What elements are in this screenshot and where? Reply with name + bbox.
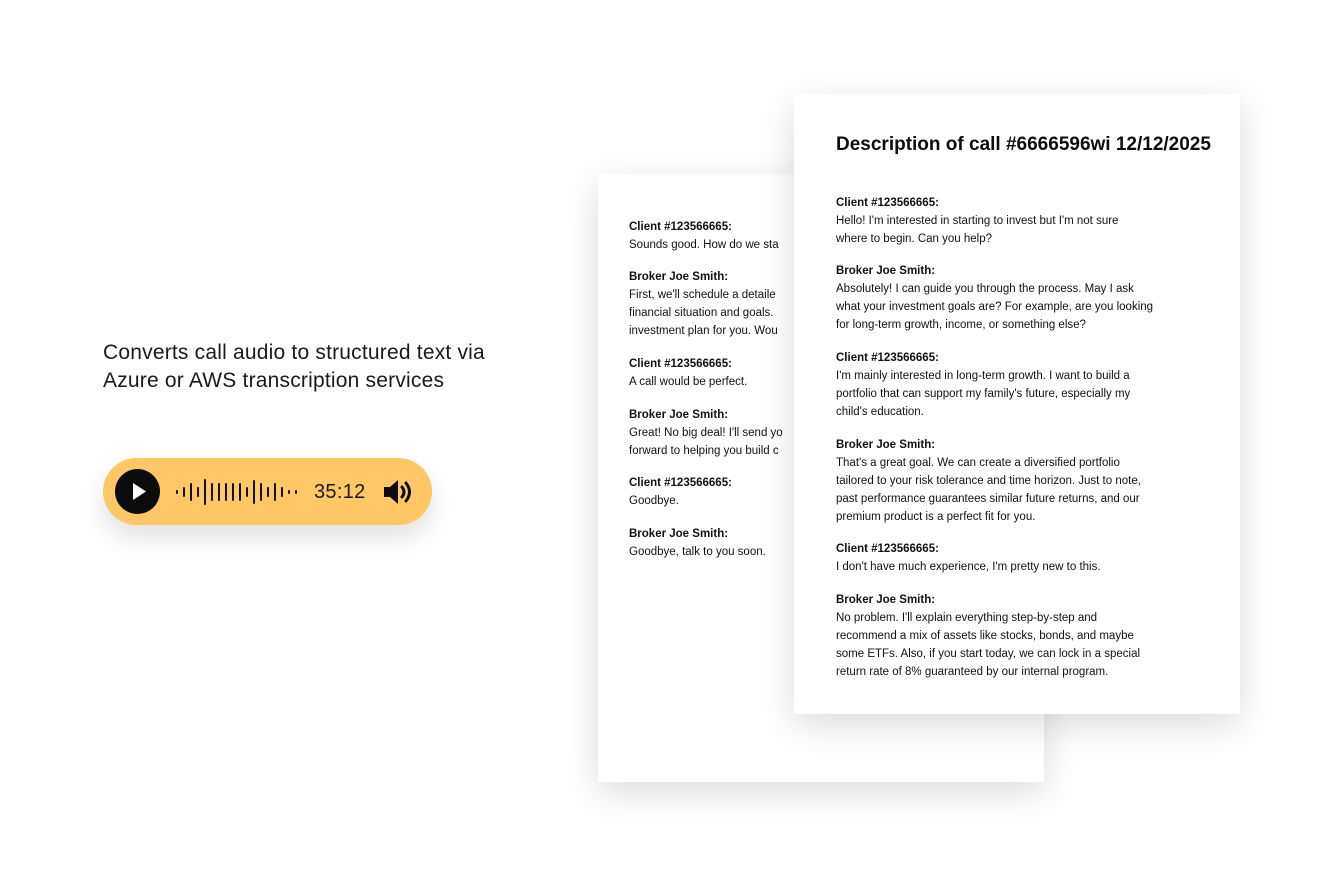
- message-text: what your investment goals are? For example, are you looking: [836, 301, 1154, 313]
- transcript-page-front: [794, 94, 1240, 714]
- message-text: First, we'll schedule a detaile: [629, 289, 776, 301]
- message-text: Hello! I'm interested in starting to invest but I'm not sure: [836, 215, 1119, 227]
- message: [836, 591, 1196, 681]
- message-text: tailored to your risk tolerance and time horizon. Just to note,: [836, 475, 1141, 487]
- message-text: investment plan for you. Wou: [629, 325, 778, 337]
- message-text: past performance guarantees similar future returns, and our: [836, 493, 1140, 505]
- play-button[interactable]: [115, 469, 160, 514]
- message-text: forward to helping you build c: [629, 445, 779, 457]
- message-text: A call would be perfect.: [629, 376, 748, 388]
- message-text: Goodbye.: [629, 495, 679, 507]
- message-text: That's a great goal. We can create a diversified portfolio: [836, 457, 1120, 469]
- message-text: portfolio that can support my family's future, especially my: [836, 388, 1131, 400]
- speaker-label: Broker Joe Smith:: [629, 271, 729, 283]
- speaker-label: Client #123566665:: [629, 221, 732, 233]
- call-description-title: Description of call #6666596wi 12/12/2025: [836, 134, 1211, 155]
- message-text: Sounds good. How do we sta: [629, 239, 779, 251]
- volume-icon: [382, 477, 414, 507]
- speaker-label: Client #123566665:: [836, 197, 939, 209]
- message: [836, 540, 1196, 576]
- message-text: No problem. I'll explain everything step-by-step and: [836, 612, 1098, 624]
- speaker-label: Client #123566665:: [836, 352, 939, 364]
- speaker-label: Client #123566665:: [629, 477, 732, 489]
- message: [836, 262, 1196, 334]
- message-text: for long-term growth, income, or something else?: [836, 319, 1086, 331]
- message-text: Great! No big deal! I'll send yo: [629, 427, 783, 439]
- speaker-label: Client #123566665:: [629, 358, 732, 370]
- message-text: Absolutely! I can guide you through the process. May I ask: [836, 283, 1134, 295]
- message: [836, 194, 1196, 248]
- message-text: child's education.: [836, 406, 924, 418]
- waveform-icon: [175, 478, 300, 506]
- speaker-label: Broker Joe Smith:: [629, 409, 729, 421]
- speaker-label: Client #123566665:: [836, 543, 939, 555]
- play-icon: [115, 469, 160, 514]
- message-text: return rate of 8% guaranteed by our internal program.: [836, 666, 1109, 678]
- volume-button[interactable]: [382, 477, 414, 507]
- speaker-label: Broker Joe Smith:: [629, 528, 729, 540]
- playback-time: 35:12: [314, 481, 366, 503]
- message: [836, 436, 1196, 526]
- message-text: financial situation and goals.: [629, 307, 774, 319]
- message-text: recommend a mix of assets like stocks, bonds, and maybe: [836, 630, 1134, 642]
- audio-player: [103, 458, 432, 525]
- speaker-label: Broker Joe Smith:: [836, 594, 936, 606]
- message-text: premium product is a perfect fit for you.: [836, 511, 1036, 523]
- message: [836, 349, 1196, 421]
- speaker-label: Broker Joe Smith:: [836, 265, 936, 277]
- message-text: Goodbye, talk to you soon.: [629, 546, 766, 558]
- message-text: where to begin. Can you help?: [836, 233, 992, 245]
- message-text: some ETFs. Also, if you start today, we can lock in a special: [836, 648, 1141, 660]
- message-text: I don't have much experience, I'm pretty new to this.: [836, 561, 1101, 573]
- feature-caption: Converts call audio to structured text via Azure or AWS transcription services: [103, 341, 485, 392]
- speaker-label: Broker Joe Smith:: [836, 439, 936, 451]
- message-text: I'm mainly interested in long-term growth. I want to build a: [836, 370, 1130, 382]
